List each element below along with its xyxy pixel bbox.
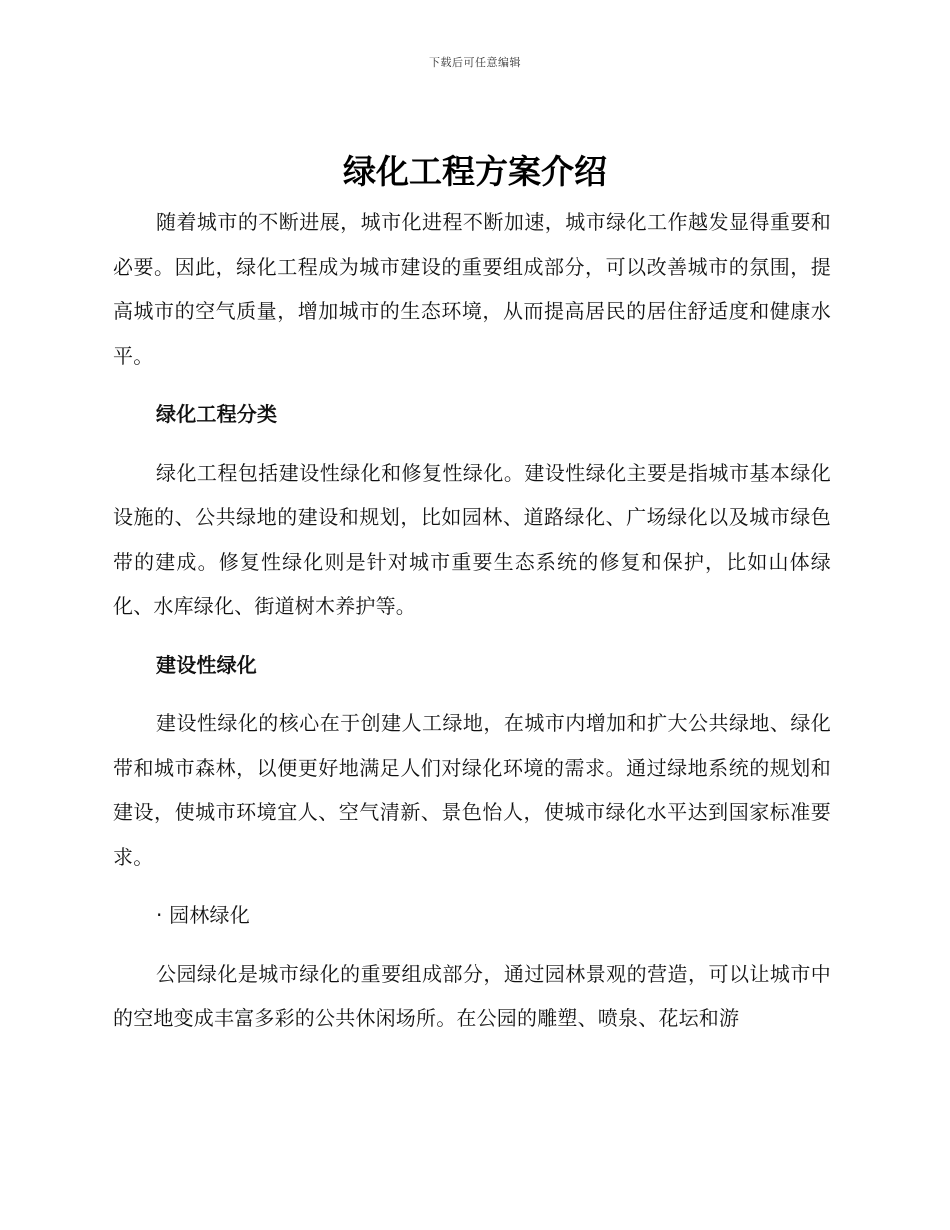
header-note: 下载后可任意编辑 — [429, 56, 521, 69]
document-body — [113, 200, 831, 1041]
paragraph-intro: 随着城市的不断进展，城市化进程不断加速，城市绿化工作越发显得重要和必要。因此，绿化工程成为城市建设的重要组成部分，可以改善城市的氛围，提高城市的空气质量，增加城市的生态环境，从而提高居民的居住舒适度和健康水平。 — [113, 210, 831, 368]
paragraph-park-greening: 公园绿化是城市绿化的重要组成部分，通过园林景观的营造，可以让城市中的空地变成丰富多彩的公共休闲场所。在公园的雕塑、喷泉、花坛和游 — [113, 961, 831, 1030]
section-heading-constructive: 建设性绿化 — [156, 652, 257, 677]
paragraph-classification: 绿化工程包括建设性绿化和修复性绿化。建设性绿化主要是指城市基本绿化设施的、公共绿地的建设和规划，比如园林、道路绿化、广场绿化以及城市绿色带的建成。修复性绿化则是针对城市重要生态系统的修复和保护，比如山体绿化、水库绿化、街道树木养护等。 — [113, 460, 831, 618]
bullet-landscape-greening: · 园林绿化 — [156, 903, 250, 927]
document-title: 绿化工程方案介绍 — [343, 152, 607, 191]
paragraph-constructive: 建设性绿化的核心在于创建人工绿地，在城市内增加和扩大公共绿地、绿化带和城市森林，以便更好地满足人们对绿化环境的需求。通过绿地系统的规划和建设，使城市环境宜人、空气清新、景色怡人，使城市绿化水平达到国家标准要求。 — [113, 711, 831, 869]
section-heading-classification: 绿化工程分类 — [156, 402, 278, 426]
